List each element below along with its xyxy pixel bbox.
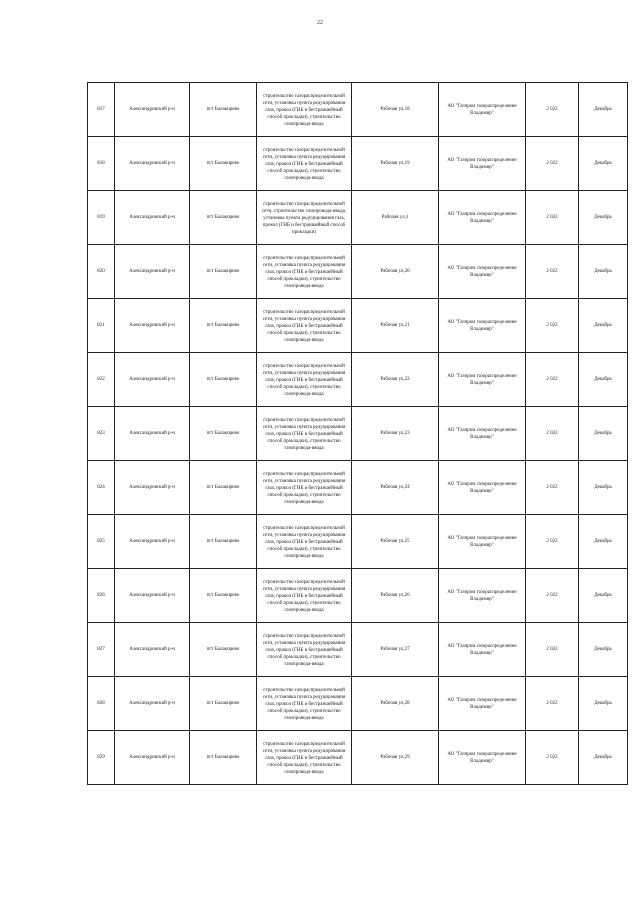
year-cell: 2 022 xyxy=(526,569,579,623)
organization-cell: АО "Газпром газораспределение Владимир" xyxy=(439,731,526,785)
district-cell: Александровский р-н xyxy=(115,569,190,623)
address-cell: Рабочая ул,25 xyxy=(352,515,439,569)
row-number: 825 xyxy=(88,515,115,569)
settlement-cell: пгт Балакирево xyxy=(190,353,257,407)
gasification-schedule-table xyxy=(87,82,628,785)
row-number: 820 xyxy=(88,245,115,299)
settlement-cell: пгт Балакирево xyxy=(190,137,257,191)
table-row xyxy=(88,407,628,461)
row-number: 822 xyxy=(88,353,115,407)
page-number: 22 xyxy=(317,20,323,26)
organization-cell: АО "Газпром газораспределение Владимир" xyxy=(439,569,526,623)
month-cell: Декабрь xyxy=(579,299,628,353)
table-row xyxy=(88,83,628,137)
row-number: 821 xyxy=(88,299,115,353)
table-row xyxy=(88,731,628,785)
address-cell: Рабочая ул,1 xyxy=(352,191,439,245)
settlement-cell: пгт Балакирево xyxy=(190,677,257,731)
address-cell: Рабочая ул,21 xyxy=(352,299,439,353)
month-cell: Декабрь xyxy=(579,515,628,569)
organization-cell: АО "Газпром газораспределение Владимир" xyxy=(439,137,526,191)
table-row xyxy=(88,623,628,677)
table-row xyxy=(88,515,628,569)
address-cell: Рабочая ул,26 xyxy=(352,569,439,623)
row-number: 828 xyxy=(88,677,115,731)
organization-cell: АО "Газпром газораспределение Владимир" xyxy=(439,299,526,353)
organization-cell: АО "Газпром газораспределение Владимир" xyxy=(439,407,526,461)
month-cell: Декабрь xyxy=(579,677,628,731)
settlement-cell: пгт Балакирево xyxy=(190,299,257,353)
work-description-cell: строительство газораспределительной сети, установка пункта редуцирования газа, прокол (ГНБ и бестраншейный способ прокладки), строительство газопровода-ввода xyxy=(257,461,352,515)
year-cell: 2 022 xyxy=(526,137,579,191)
table-row xyxy=(88,353,628,407)
month-cell: Декабрь xyxy=(579,407,628,461)
year-cell: 2 022 xyxy=(526,83,579,137)
year-cell: 2 022 xyxy=(526,623,579,677)
address-cell: Рабочая ул,23 xyxy=(352,407,439,461)
row-number: 823 xyxy=(88,407,115,461)
table-row xyxy=(88,677,628,731)
settlement-cell: пгт Балакирево xyxy=(190,569,257,623)
address-cell: Рабочая ул,22 xyxy=(352,353,439,407)
district-cell: Александровский р-н xyxy=(115,407,190,461)
work-description-cell: строительство газораспределительной сети, установка пункта редуцирования газа, прокол (ГНБ и бестраншейный способ прокладки), строительство газопровода-ввода xyxy=(257,731,352,785)
month-cell: Декабрь xyxy=(579,623,628,677)
district-cell: Александровский р-н xyxy=(115,731,190,785)
settlement-cell: пгт Балакирево xyxy=(190,407,257,461)
district-cell: Александровский р-н xyxy=(115,353,190,407)
year-cell: 2 022 xyxy=(526,299,579,353)
address-cell: Рабочая ул,24 xyxy=(352,461,439,515)
address-cell: Рабочая ул,20 xyxy=(352,245,439,299)
work-description-cell: строительство газораспределительной сети, установка пункта редуцирования газа, прокол (ГНБ и бестраншейный способ прокладки), строительство газопровода-ввода xyxy=(257,245,352,299)
row-number: 829 xyxy=(88,731,115,785)
row-number: 824 xyxy=(88,461,115,515)
year-cell: 2 022 xyxy=(526,461,579,515)
district-cell: Александровский р-н xyxy=(115,623,190,677)
address-cell: Рабочая ул,27 xyxy=(352,623,439,677)
row-number: 819 xyxy=(88,191,115,245)
year-cell: 2 022 xyxy=(526,191,579,245)
organization-cell: АО "Газпром газораспределение Владимир" xyxy=(439,353,526,407)
work-description-cell: строительство газораспределительной сети, строительство газопровода-ввода, установка пункта редуцирования газа, прокол (ГНБ и бестраншейный способ прокладки) xyxy=(257,191,352,245)
organization-cell: АО "Газпром газораспределение Владимир" xyxy=(439,623,526,677)
district-cell: Александровский р-н xyxy=(115,191,190,245)
table-row xyxy=(88,137,628,191)
organization-cell: АО "Газпром газораспределение Владимир" xyxy=(439,515,526,569)
year-cell: 2 022 xyxy=(526,731,579,785)
month-cell: Декабрь xyxy=(579,83,628,137)
table-body xyxy=(88,83,628,785)
district-cell: Александровский р-н xyxy=(115,137,190,191)
year-cell: 2 022 xyxy=(526,353,579,407)
work-description-cell: строительство газораспределительной сети, установка пункта редуцирования газа, прокол (ГНБ и бестраншейный способ прокладки), строительство газопровода-ввода xyxy=(257,677,352,731)
settlement-cell: пгт Балакирево xyxy=(190,191,257,245)
work-description-cell: строительство газораспределительной сети, установка пункта редуцирования газа, прокол (ГНБ и бестраншейный способ прокладки), строительство газопровода-ввода xyxy=(257,569,352,623)
work-description-cell: строительство газораспределительной сети, установка пункта редуцирования газа, прокол (ГНБ и бестраншейный способ прокладки), строительство газопровода-ввода xyxy=(257,137,352,191)
month-cell: Декабрь xyxy=(579,569,628,623)
month-cell: Декабрь xyxy=(579,353,628,407)
district-cell: Александровский р-н xyxy=(115,677,190,731)
month-cell: Декабрь xyxy=(579,191,628,245)
address-cell: Рабочая ул,18 xyxy=(352,83,439,137)
district-cell: Александровский р-н xyxy=(115,245,190,299)
settlement-cell: пгт Балакирево xyxy=(190,83,257,137)
work-description-cell: строительство газораспределительной сети, установка пункта редуцирования газа, прокол (ГНБ и бестраншейный способ прокладки), строительство газопровода-ввода xyxy=(257,353,352,407)
address-cell: Рабочая ул,28 xyxy=(352,677,439,731)
row-number: 817 xyxy=(88,83,115,137)
table-row xyxy=(88,191,628,245)
work-description-cell: строительство газораспределительной сети, установка пункта редуцирования газа, прокол (ГНБ и бестраншейный способ прокладки), строительство газопровода-ввода xyxy=(257,515,352,569)
row-number: 826 xyxy=(88,569,115,623)
work-description-cell: строительство газораспределительной сети, установка пункта редуцирования газа, прокол (ГНБ и бестраншейный способ прокладки), строительство газопровода-ввода xyxy=(257,299,352,353)
address-cell: Рабочая ул,29 xyxy=(352,731,439,785)
organization-cell: АО "Газпром газораспределение Владимир" xyxy=(439,191,526,245)
year-cell: 2 022 xyxy=(526,407,579,461)
year-cell: 2 022 xyxy=(526,515,579,569)
settlement-cell: пгт Балакирево xyxy=(190,623,257,677)
district-cell: Александровский р-н xyxy=(115,461,190,515)
month-cell: Декабрь xyxy=(579,461,628,515)
settlement-cell: пгт Балакирево xyxy=(190,245,257,299)
district-cell: Александровский р-н xyxy=(115,299,190,353)
row-number: 827 xyxy=(88,623,115,677)
work-description-cell: строительство газораспределительной сети, установка пункта редуцирования газа, прокол (ГНБ и бестраншейный способ прокладки), строительство газопровода-ввода xyxy=(257,623,352,677)
district-cell: Александровский р-н xyxy=(115,515,190,569)
organization-cell: АО "Газпром газораспределение Владимир" xyxy=(439,461,526,515)
row-number: 818 xyxy=(88,137,115,191)
table-row xyxy=(88,569,628,623)
district-cell: Александровский р-н xyxy=(115,83,190,137)
settlement-cell: пгт Балакирево xyxy=(190,461,257,515)
organization-cell: АО "Газпром газораспределение Владимир" xyxy=(439,83,526,137)
table-row xyxy=(88,299,628,353)
table-row xyxy=(88,245,628,299)
year-cell: 2 022 xyxy=(526,677,579,731)
organization-cell: АО "Газпром газораспределение Владимир" xyxy=(439,245,526,299)
month-cell: Декабрь xyxy=(579,731,628,785)
settlement-cell: пгт Балакирево xyxy=(190,731,257,785)
month-cell: Декабрь xyxy=(579,245,628,299)
organization-cell: АО "Газпром газораспределение Владимир" xyxy=(439,677,526,731)
work-description-cell: строительство газораспределительной сети, установка пункта редуцирования газа, прокол (ГНБ и бестраншейный способ прокладки), строительство газопровода-ввода xyxy=(257,83,352,137)
month-cell: Декабрь xyxy=(579,137,628,191)
settlement-cell: пгт Балакирево xyxy=(190,515,257,569)
year-cell: 2 022 xyxy=(526,245,579,299)
table-row xyxy=(88,461,628,515)
address-cell: Рабочая ул,19 xyxy=(352,137,439,191)
work-description-cell: строительство газораспределительной сети, установка пункта редуцирования газа, прокол (ГНБ и бестраншейный способ прокладки), строительство газопровода-ввода xyxy=(257,407,352,461)
